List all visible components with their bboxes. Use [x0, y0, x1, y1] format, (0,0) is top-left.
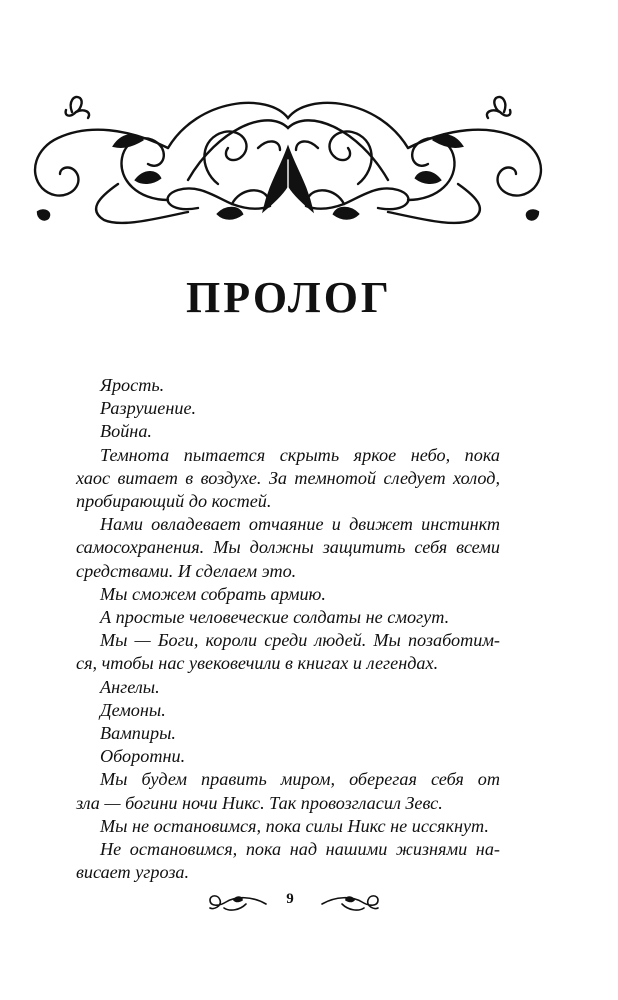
paragraph — [76, 606, 500, 629]
text-line: Мы — Боги, короли среди людей. Мы позаботим- — [100, 630, 500, 651]
text-line: Мы будем править миром, оберегая себя от — [100, 769, 500, 790]
text-line: Нами овладевает отчаяние и движет инстинкт — [100, 514, 500, 535]
paragraph — [76, 444, 500, 514]
flourish-right-icon — [320, 892, 382, 914]
page-number: 9 — [286, 891, 294, 907]
chapter-title: ПРОЛОГ — [186, 273, 392, 322]
text-line: пробирающий до костей. — [76, 491, 272, 512]
paragraph — [76, 397, 500, 420]
text-line: самосохранения. Мы должны защитить себя всеми — [76, 537, 500, 558]
text-line: Оборотни. — [100, 746, 186, 767]
text-line: Демоны. — [100, 699, 166, 720]
text-line: Война. — [100, 421, 152, 442]
text-line: зла — богини ночи Никс. Так провозгласил Зевс. — [76, 792, 443, 813]
text-line: средствами. И сделаем это. — [76, 560, 297, 581]
text-line: Ангелы. — [100, 676, 160, 697]
text-line: хаос витает в воздухе. За темнотой следует холод, — [76, 467, 500, 488]
paragraph — [76, 374, 500, 397]
paragraph — [76, 815, 500, 838]
text-line: висает угроза. — [76, 862, 190, 883]
text-line: Мы сможем собрать армию. — [100, 583, 326, 604]
paragraph — [76, 513, 500, 583]
paragraph — [76, 583, 500, 606]
text-line: Мы не остановимся, пока силы Никс не иссякнут. — [100, 815, 489, 836]
paragraph — [76, 629, 500, 675]
ornamental-header-icon — [18, 88, 558, 230]
paragraph — [76, 699, 500, 722]
flourish-left-icon — [206, 892, 268, 914]
paragraph — [76, 420, 500, 443]
page-footer — [200, 888, 380, 918]
paragraph — [76, 745, 500, 768]
text-line: ся, чтобы нас увековечили в книгах и легендах. — [76, 653, 439, 674]
text-line: Вампиры. — [100, 723, 176, 744]
prologue-text — [76, 374, 500, 884]
paragraph — [76, 676, 500, 699]
text-line: Темнота пытается скрыть яркое небо, пока — [100, 444, 500, 465]
text-line: А простые человеческие солдаты не смогут. — [100, 607, 450, 628]
paragraph — [76, 768, 500, 814]
text-line: Разрушение. — [100, 398, 197, 419]
paragraph — [76, 838, 500, 884]
text-line: Не остановимся, пока над нашими жизнями на- — [100, 839, 500, 860]
paragraph — [76, 722, 500, 745]
text-line: Ярость. — [100, 375, 165, 395]
